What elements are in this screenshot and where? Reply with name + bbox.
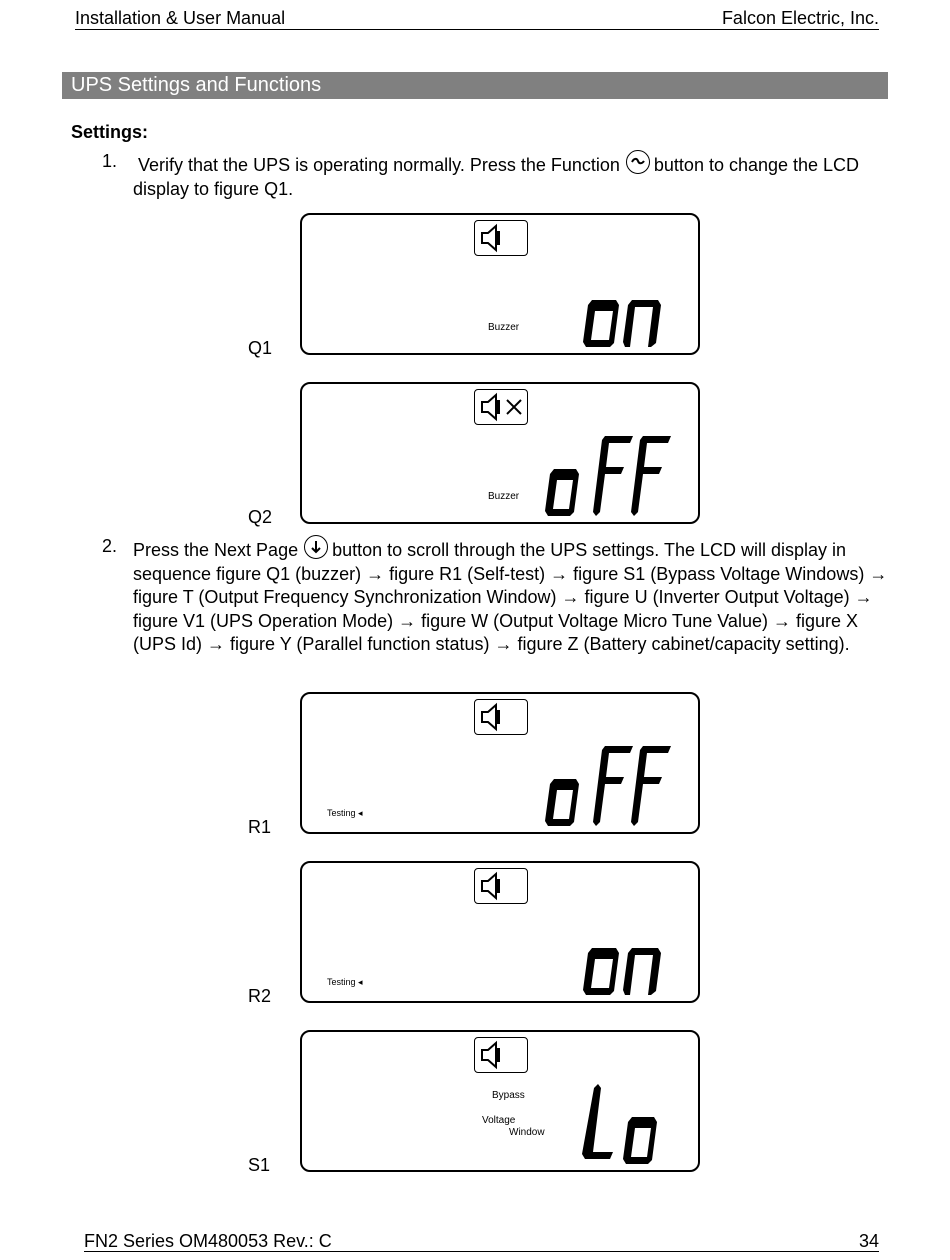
lcd-digits-value: [302, 384, 698, 527]
lcd-figure-q1: [300, 213, 700, 355]
step-1-number: 1.: [102, 151, 118, 171]
figure-label-q1: Q1: [248, 338, 273, 358]
lcd-digits-off: [302, 694, 698, 832]
settings-heading: Settings:: [71, 122, 149, 142]
step-2-text: [133, 535, 888, 657]
lcd-figure-r1: [300, 692, 700, 834]
footer-page-number: 34: [858, 1231, 879, 1251]
lcd-digits-lo: [302, 1032, 698, 1170]
figure-label-q2: Q2: [248, 507, 273, 527]
next-page-button-icon: [304, 535, 328, 559]
header-rule: [75, 29, 879, 30]
lcd-caption: Buzzer: [488, 491, 520, 502]
lcd-caption-window: Window: [509, 1127, 545, 1138]
lcd-figure-s1: [300, 1030, 700, 1172]
function-button-icon: [626, 150, 650, 174]
lcd-figure-q2: [300, 382, 700, 524]
lcd-caption: Testing ◂: [327, 977, 363, 987]
lcd-caption: Buzzer: [488, 322, 520, 333]
lcd-digits-value: [302, 1032, 698, 1175]
footer-document-id: FN2 Series OM480053 Rev.: C: [84, 1231, 332, 1251]
step-2-number: 2.: [102, 536, 118, 556]
lcd-digits-on: [302, 863, 698, 1001]
step-2-text-a: Press the Next Page: [133, 540, 299, 560]
lcd-digits-value: [302, 694, 698, 837]
figure-label-r2: R2: [248, 986, 272, 1006]
figure-label-r1: R1: [248, 817, 272, 837]
lcd-caption: Testing ◂: [327, 808, 363, 818]
lcd-digits-value: [302, 215, 698, 358]
lcd-caption-voltage: Voltage: [482, 1115, 516, 1126]
section-title: UPS Settings and Functions: [62, 72, 888, 99]
lcd-digits-value: [302, 863, 698, 1006]
step-1-text-a: Verify that the UPS is operating normally. Press the Function: [138, 155, 620, 175]
lcd-digits-on: [302, 215, 698, 353]
lcd-figure-r2: [300, 861, 700, 1003]
lcd-caption-bypass: Bypass: [492, 1090, 525, 1101]
footer-rule: [84, 1251, 879, 1252]
step-2-text-b: button to scroll through the UPS settings. The LCD will display in sequence figure Q1 (buzzer) → figure R1 (Self-test) → figure S1 (Bypass Voltage Windows) → figure T (Output Frequency Synchronization Window) → figure U (Inverter Output Voltage) → figure V1 (UPS Operation Mode) → figure W (Output Voltage Micro Tune Value) → figure X (UPS Id) → figure Y (Parallel function status) → figure Z (Battery cabinet/capacity setting).: [133, 540, 888, 654]
lcd-digits-off: [302, 384, 698, 522]
figure-label-s1: S1: [248, 1155, 271, 1175]
step-1-text-b: button to change the LCD display to figure Q1.: [133, 155, 860, 199]
step-1-text: [133, 150, 888, 201]
header-title: Installation & User Manual: [75, 8, 286, 28]
header-company: Falcon Electric, Inc.: [721, 8, 879, 28]
